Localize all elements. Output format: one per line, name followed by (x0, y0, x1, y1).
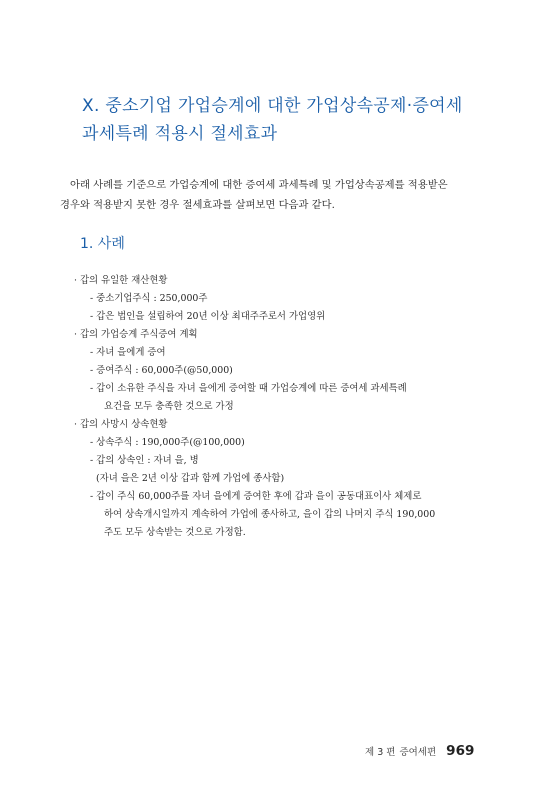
list-item: · 갑의 가업승계 주식증여 계획 (74, 329, 198, 340)
list-item-note: (자녀 을은 2년 이상 갑과 함께 가업에 종사함) (96, 473, 285, 484)
list-item: - 갑의 상속인 : 자녀 을, 병 (90, 455, 199, 466)
list-item-continuation: 요건을 모두 충족한 것으로 가정 (104, 401, 234, 412)
list-item-continuation: 하여 상속개시일까지 계속하여 가업에 종사하고, 을이 갑의 나머지 주식 190,000 (104, 509, 436, 520)
chapter-title-line-1: Ⅹ. 중소기업 가업승계에 대한 가업상속공제·증여세 (82, 96, 463, 116)
list-item: - 증여주식 : 60,000주(@50,000) (90, 365, 233, 376)
intro-line-2: 경우와 적용받지 못한 경우 절세효과를 살펴보면 다음과 같다. (60, 199, 335, 211)
page-number: 969 (446, 743, 475, 759)
chapter-title (82, 92, 512, 148)
footer-part: 제 3 편 (365, 747, 396, 758)
list-item: - 중소기업주식 : 250,000주 (90, 293, 208, 304)
intro-line-1: 아래 사례를 기준으로 가업승계에 대한 증여세 과세특례 및 가업상속공제를 적용받은 (70, 179, 448, 191)
section-heading: 1. 사례 (80, 236, 125, 252)
intro-paragraph (60, 175, 498, 215)
list-item: - 갑은 법인을 설립하여 20년 이상 최대주주로서 가업영위 (90, 311, 326, 322)
list-item: - 갑이 소유한 주식을 자녀 을에게 증여할 때 가업승계에 따른 증여세 과세특례 (90, 383, 407, 394)
case-list (74, 272, 504, 542)
footer-label: 증여세편 (399, 747, 437, 758)
list-item: - 자녀 을에게 증여 (90, 347, 166, 358)
page-footer (365, 740, 474, 759)
chapter-title-line-2: 과세특례 적용시 절세효과 (82, 124, 278, 144)
list-item: · 갑의 유일한 재산현황 (74, 275, 168, 286)
list-item: · 갑의 사망시 상속현황 (74, 419, 168, 430)
list-item: - 갑이 주식 60,000주를 자녀 을에게 증여한 후에 갑과 을이 공동대표이사 체제로 (90, 491, 422, 502)
list-item-continuation: 주도 모두 상속받는 것으로 가정함. (104, 527, 246, 538)
list-item: - 상속주식 : 190,000주(@100,000) (90, 437, 245, 448)
